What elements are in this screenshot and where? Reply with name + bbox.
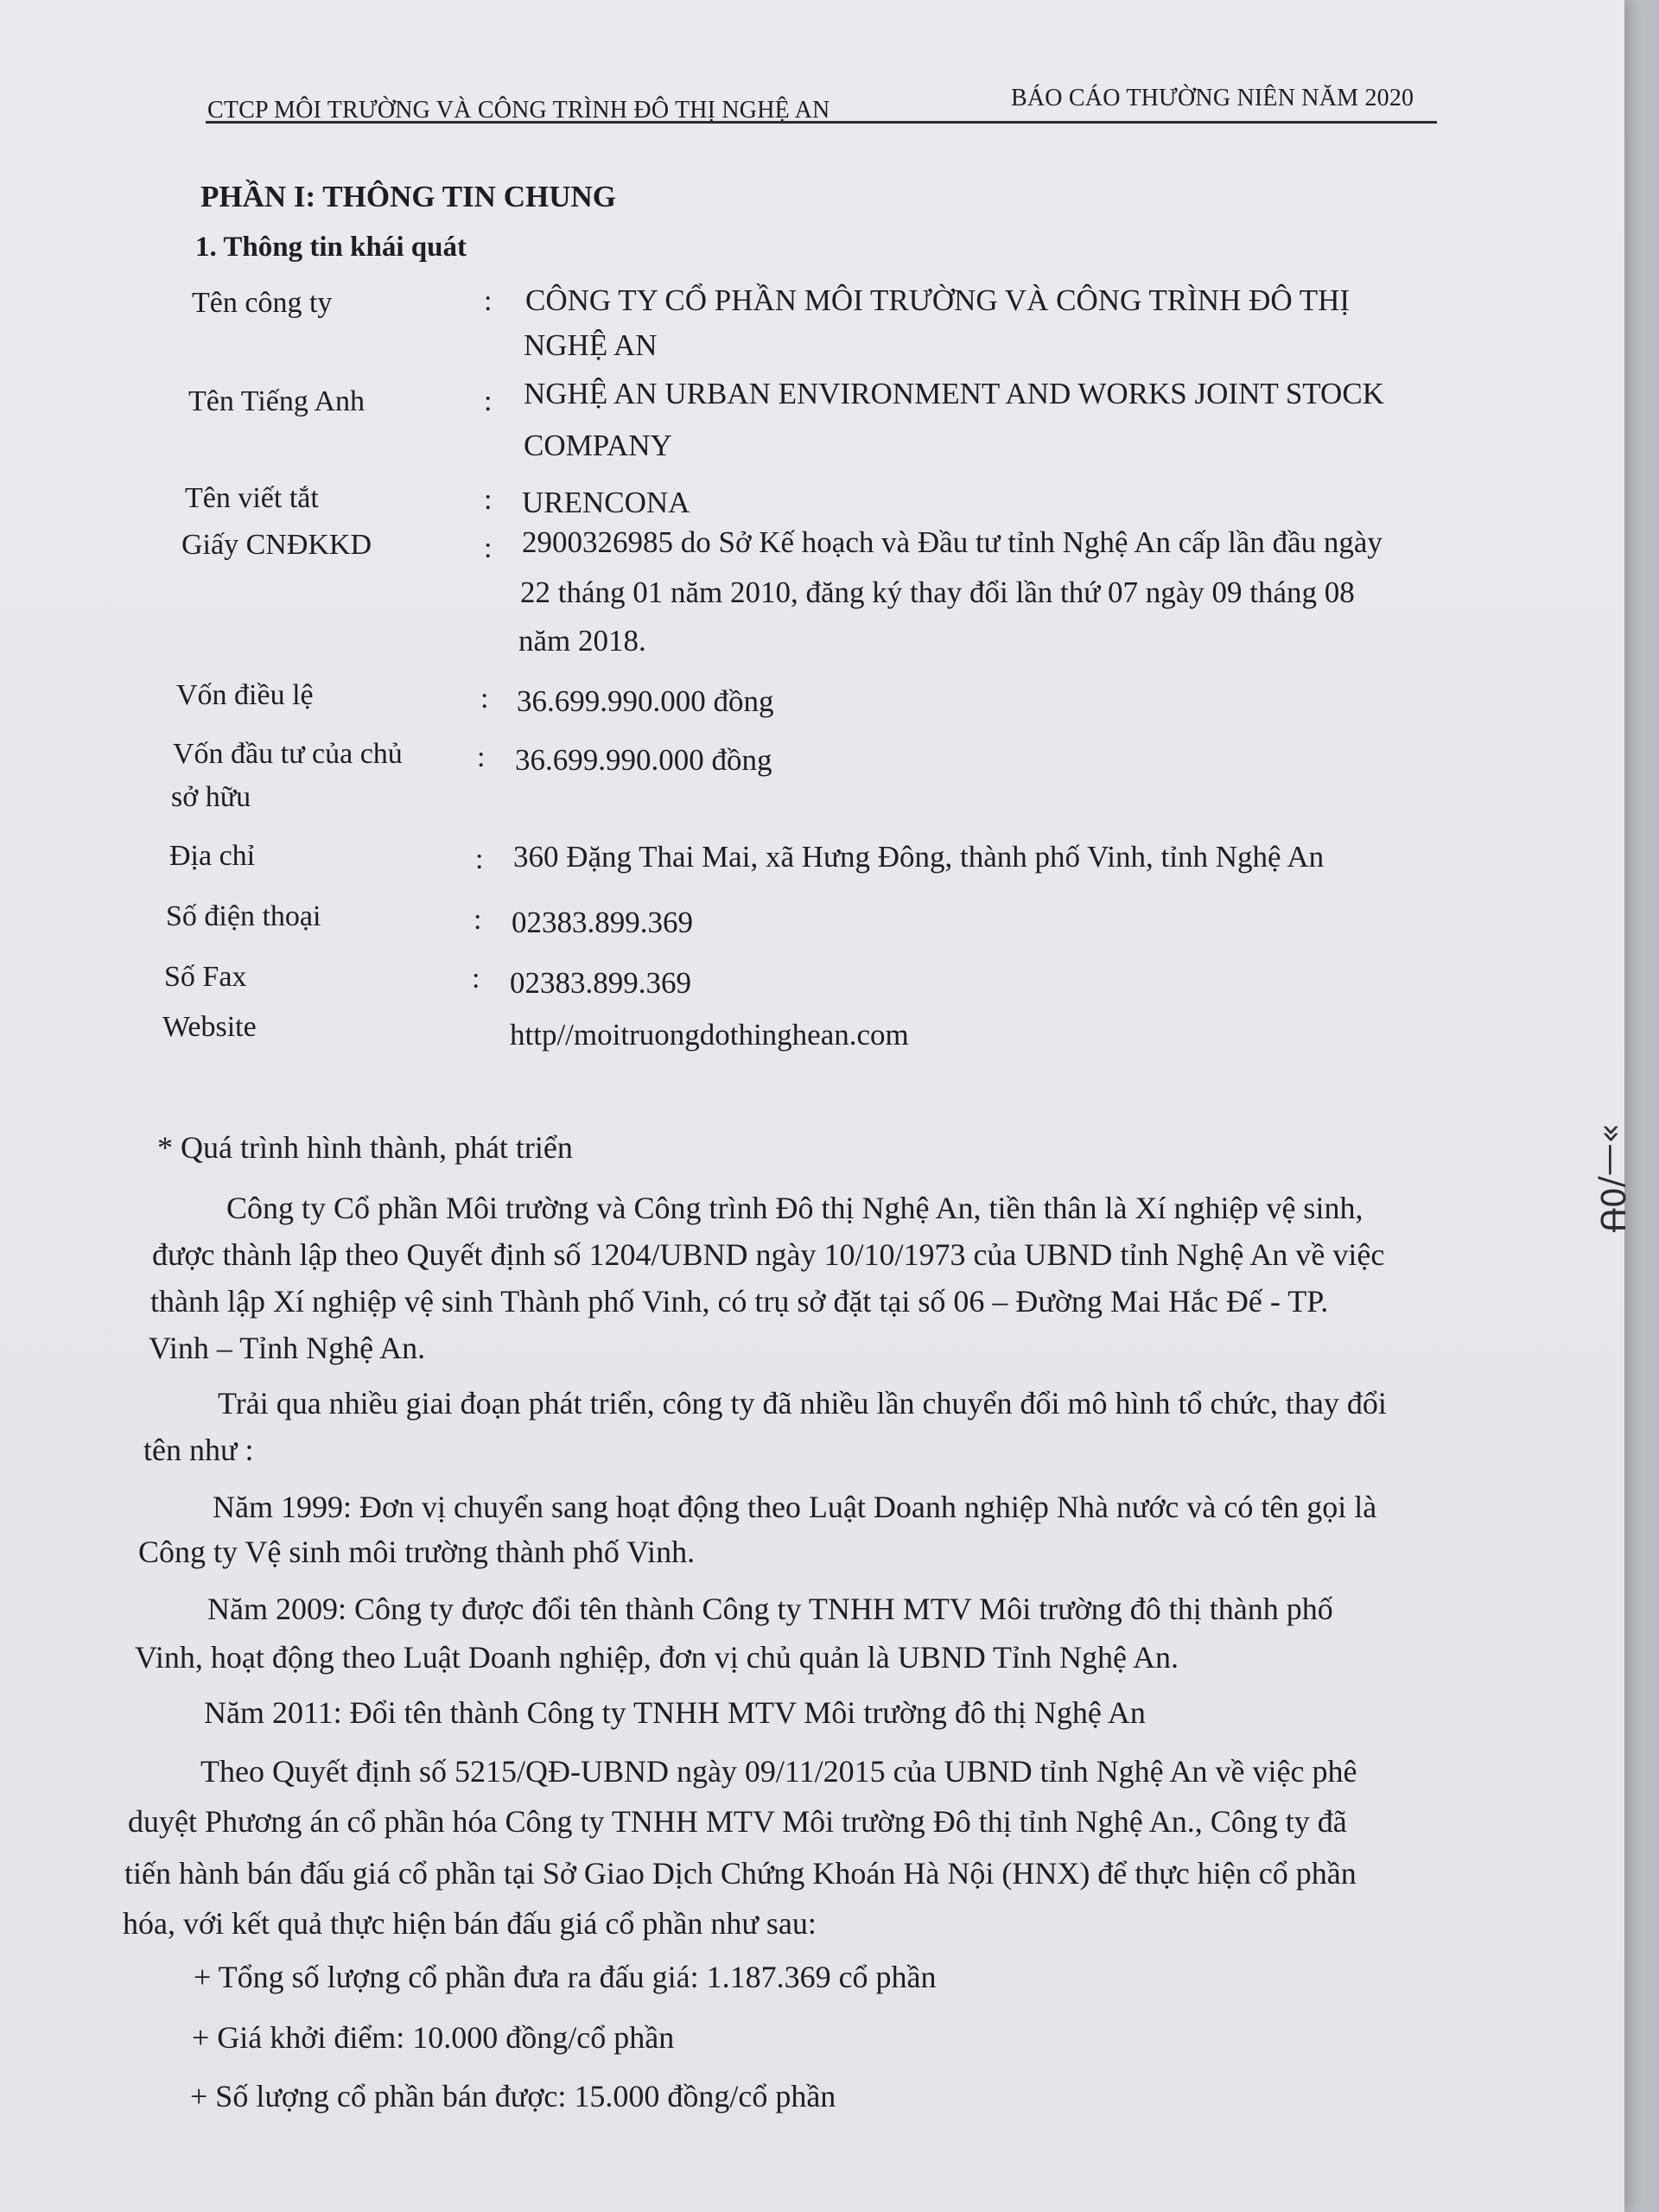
history-p3-line2: Công ty Vệ sinh môi trường thành phố Vinh. [138, 1535, 696, 1569]
colon: : [475, 843, 484, 875]
colon: : [477, 741, 486, 773]
colon: : [484, 532, 493, 564]
history-p2-line1: Trải qua nhiều giai đoạn phát triển, công ty đã nhiều lần chuyển đổi mô hình tổ chức, thay đổi [218, 1386, 1387, 1421]
history-p2-line2: tên như : [143, 1433, 254, 1467]
history-p6-line2: duyệt Phương án cổ phần hóa Công ty TNHH MTV Môi trường Đô thị tỉnh Nghệ An., Công ty đã [128, 1804, 1347, 1839]
colon: : [484, 285, 493, 317]
colon: : [484, 484, 493, 516]
value-business-license-line2: 22 tháng 01 năm 2010, đăng ký thay đổi lần thứ 07 ngày 09 tháng 08 [520, 575, 1355, 609]
label-fax: Số Fax [164, 961, 247, 993]
history-p1-line1: Công ty Cổ phần Môi trường và Công trình Đô thị Nghệ An, tiền thân là Xí nghiệp vệ sinh, [226, 1191, 1363, 1225]
header-company: CTCP MÔI TRƯỜNG VÀ CÔNG TRÌNH ĐÔ THỊ NGHỆ AN [207, 97, 830, 124]
label-company-name: Tên công ty [192, 287, 333, 319]
label-owner-capital-line1: Vốn đầu tư của chủ [173, 738, 403, 770]
history-p5-line1: Năm 2011: Đổi tên thành Công ty TNHH MTV Môi trường đô thị Nghệ An [204, 1695, 1146, 1730]
history-p3-line1: Năm 1999: Đơn vị chuyển sang hoạt động theo Luật Doanh nghiệp Nhà nước và có tên gọi là [213, 1490, 1377, 1524]
value-fax: 02383.899.369 [510, 966, 691, 1000]
value-business-license-line1: 2900326985 do Sở Kế hoạch và Đầu tư tỉnh Nghệ An cấp lần đầu ngày [522, 525, 1382, 559]
label-phone: Số điện thoại [166, 900, 321, 932]
value-website: http//moitruongdothinghean.com [510, 1018, 909, 1052]
history-p1-line3: thành lập Xí nghiệp vệ sinh Thành phố Vinh, có trụ sở đặt tại số 06 – Đường Mai Hắc Đế - TP. [150, 1284, 1329, 1319]
value-charter-capital: 36.699.990.000 đồng [517, 684, 774, 718]
value-owner-capital: 36.699.990.000 đồng [515, 743, 772, 777]
value-english-name-line1: NGHỆ AN URBAN ENVIRONMENT AND WORKS JOINT STOCK [524, 377, 1384, 410]
value-address: 360 Đặng Thai Mai, xã Hưng Đông, thành phố Vinh, tỉnh Nghệ An [513, 840, 1325, 874]
value-company-name-line2: NGHỆ AN [524, 328, 658, 362]
label-owner-capital-line2: sở hữu [171, 781, 251, 813]
bullet-total-shares: + Tổng số lượng cổ phần đưa ra đấu giá: 1.187.369 cổ phần [194, 1960, 937, 1994]
header-rule [206, 121, 1437, 124]
bullet-starting-price: + Giá khởi điểm: 10.000 đồng/cổ phần [192, 2020, 675, 2055]
value-company-name-line1: CÔNG TY CỔ PHẦN MÔI TRƯỜNG VÀ CÔNG TRÌNH ĐÔ THỊ [525, 283, 1351, 317]
value-short-name: URENCONA [522, 486, 690, 519]
colon: : [480, 683, 489, 715]
colon: : [472, 963, 480, 995]
history-p6-line1: Theo Quyết định số 5215/QĐ-UBND ngày 09/11/2015 của UBND tỉnh Nghệ An về việc phê [200, 1754, 1357, 1789]
section-title: 1. Thông tin khái quát [195, 232, 467, 263]
value-phone: 02383.899.369 [512, 906, 693, 939]
label-website: Website [162, 1011, 257, 1043]
label-charter-capital: Vốn điều lệ [176, 679, 314, 711]
label-business-license: Giấy CNĐKKD [181, 529, 372, 561]
colon: : [474, 904, 482, 936]
header-report-title: BÁO CÁO THƯỜNG NIÊN NĂM 2020 [1011, 85, 1414, 111]
history-p4-line1: Năm 2009: Công ty được đổi tên thành Công ty TNHH MTV Môi trường đô thị thành phố [207, 1592, 1333, 1626]
history-p6-line3: tiến hành bán đấu giá cổ phần tại Sở Giao Dịch Chứng Khoán Hà Nội (HNX) để thực hiện cổ phần [124, 1856, 1357, 1891]
history-p1-line2: được thành lập theo Quyết định số 1204/UBND ngày 10/10/1973 của UBND tỉnh Nghệ An về việc [152, 1237, 1385, 1272]
history-p1-line4: Vinh – Tỉnh Nghệ An. [149, 1331, 426, 1365]
history-p6-line4: hóa, với kết quả thực hiện bán đấu giá cổ phần như sau: [123, 1906, 817, 1941]
handwritten-margin-note: »—/0Ʉ [1593, 1123, 1631, 1233]
label-address: Địa chỉ [169, 840, 256, 872]
bullet-shares-sold: + Số lượng cổ phần bán được: 15.000 đồng/cổ phần [190, 2079, 836, 2113]
label-english-name: Tên Tiếng Anh [188, 385, 365, 417]
value-business-license-line3: năm 2018. [518, 624, 646, 658]
history-heading: * Quá trình hình thành, phát triển [157, 1130, 573, 1165]
label-short-name: Tên viết tắt [185, 482, 319, 514]
part-title: PHẦN I: THÔNG TIN CHUNG [200, 180, 616, 213]
history-p4-line2: Vinh, hoạt động theo Luật Doanh nghiệp, đơn vị chủ quản là UBND Tỉnh Nghệ An. [135, 1640, 1179, 1675]
colon: : [484, 385, 493, 417]
value-english-name-line2: COMPANY [524, 429, 672, 462]
